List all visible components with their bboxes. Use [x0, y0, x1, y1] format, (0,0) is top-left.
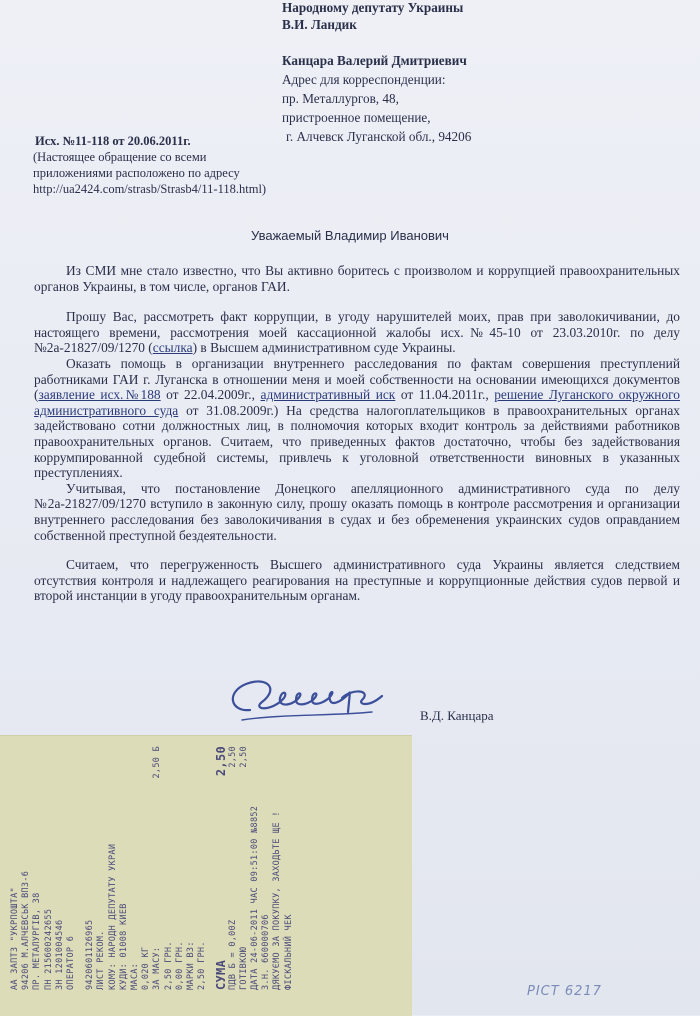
paragraph-5: Считаем, что перегруженность Высшего административного суда Украины является следствием отсутствия контроля и надлежащего реагирования на преступные и коррупционные действия судов первой и второй инстанции в угоду правоохранительным органам. [34, 557, 680, 604]
address-premises: пристроенное помещение, [282, 109, 431, 125]
paragraph-1: Из СМИ мне стало известно, что Вы активно боритесь с произволом и коррупцией правоохранительных органов Украины, в том числе, органов ГАИ. [34, 263, 680, 294]
sender-block [282, 53, 682, 146]
receipt-row [152, 746, 163, 990]
receipt-value: 2,50 [238, 746, 249, 768]
address-street: пр. Металлургов, 48, [282, 90, 399, 106]
receipt-value: 2,50 [227, 746, 238, 768]
receipt-line: ПР. МЕТАЛУРГIВ, 38 [32, 892, 43, 990]
receipt-value: 2,50 Б [152, 746, 163, 779]
receipt-line: 9420601126965 [85, 919, 96, 990]
paragraph-2-text-end: ) в Высшем административном суде Украины. [192, 340, 456, 356]
receipt-line: МАРКИ ВЗ: [186, 941, 197, 990]
receipt-line: 0,00 ГРН. [174, 941, 185, 990]
addressee-name: В.И. Ландик [282, 16, 357, 32]
receipt-line: ЛИСТ РЕКОМ. [96, 930, 107, 990]
receipt-row [239, 746, 250, 990]
paragraph-3-text-c: от 11.04.2011г., [395, 387, 495, 403]
postal-receipt [0, 735, 412, 1016]
paragraph-3-text-d: от 31.08.2009г.) На средства налогоплательщиков в правоохранительных органах задействовано сотни должностных лиц, в полномочия которых входит контроль за действиями работников правоохранительных органов. Считаем, что приведенных фактов достаточно, чтобы без задействования коррумпированной судебной системы, привлечь к уголовной ответственности виновных в указанных преступлениях. [34, 402, 680, 481]
paragraph-3 [34, 356, 680, 481]
link-zayavlenie[interactable]: заявление исх.№188 [38, 387, 161, 403]
receipt-line: З.Н. 660000706 [261, 914, 272, 990]
receipt-line: ПН 215600242655 [43, 908, 54, 990]
receipt-line: ЗН 1201004546 [54, 919, 65, 990]
paragraph-2-text: Прошу Вас, рассмотреть факт коррупции, в угоду нарушителей моих, прав при заволокичивании, до настоящего времени, рассмотрения моей кассационной жалобы исх.№45-10 от 23.03.2010г. по делу №2а-21827/09/1270 ( [34, 309, 680, 356]
receipt-line: ФIСКАЛЬНИЙ ЧЕК [283, 914, 294, 990]
paragraph-2 [34, 309, 680, 356]
paragraph-3-text: Оказать помощь в организации внутреннего расследования по фактам совершения преступлений работниками ГАИ г. Луганска в отношении меня и моей собственности на основании имеющихся документов ( [34, 355, 680, 403]
reference-url: http://ua2424.com/strasb/Strasb4/11-118.html) [33, 182, 267, 196]
sender-address [282, 70, 682, 146]
reference-number: Исх. №11-118 от 20.06.2011г. [35, 134, 191, 148]
addressee-title: Народному депутату Украины [282, 0, 464, 15]
link-admin-isk[interactable]: административный иск [260, 387, 396, 403]
receipt-line: ОПЕРАТОР 6 [66, 935, 77, 990]
receipt-line: 2,50 ГРН. [197, 941, 208, 990]
receipt-line: ДЯКУЄМО ЗА ПОКУПКУ, ЗАХОДЬТЕ ЩЕ ! [272, 811, 283, 990]
signature-icon [222, 662, 392, 732]
receipt-value: 2,50 [214, 746, 229, 777]
receipt-line: 94206 М.АЛЧЕВСЬК ВПЗ-6 [21, 870, 32, 990]
reference-note-1: (Настоящее обращение со всеми [33, 150, 207, 164]
receipt-line: КУДИ: 01008 КИЕВ [118, 903, 129, 990]
salutation: Уважаемый Владимир Иванович [251, 228, 449, 243]
link-reshenie-suda[interactable]: решение Луганского окружного административного суда [34, 387, 680, 418]
address-label: Адрес для корреспонденции: [282, 71, 446, 87]
addressee-block [282, 0, 682, 146]
reference-note-2: приложениями расположено по адресу [33, 166, 240, 180]
receipt-line: КОМУ: НАРОДН ДЕПУТАТУ УКРАИ [107, 843, 118, 990]
reference-block [33, 133, 333, 197]
link-ssylka[interactable]: ссылка [152, 340, 193, 356]
sender-name: Канцара Валерий Дмитриевич [282, 53, 467, 68]
receipt-line: 2,50 ГРН. [163, 941, 174, 990]
receipt-label: ЗА МАСУ: [152, 946, 163, 990]
handwritten-note: РІСТ 6217 [527, 984, 602, 999]
receipt-line: 0,020 КГ [141, 946, 152, 990]
receipt-row [228, 746, 239, 990]
receipt-line: ДАТА 24-06-2011 ЧАС 09:51:00 №8852 [250, 805, 261, 990]
receipt-label: ПДВ Б = 0,00Z [227, 919, 238, 990]
receipt-line: АА ЗАПТЗ "УКРПОШТА" [10, 887, 20, 990]
receipt-label: ГОТIВКОЮ [238, 946, 249, 990]
receipt-line: МАСА: [130, 962, 141, 990]
receipt-label: СУМА [214, 959, 229, 990]
letter-body [34, 263, 680, 604]
signer-name: В.Д. Канцара [420, 708, 494, 723]
receipt-total-row [216, 746, 227, 990]
receipt-text [0, 736, 412, 1016]
address-city: г. Алчевск Луганской обл., 94206 [286, 128, 472, 144]
paragraph-4: Учитывая, что постановление Донецкого апелляционного административного суда по делу №2а-21827/09/1270 вступило в законную силу, прошу оказать помощь в контроле рассмотрения и организации внутреннего расследования без заволокичивания в судах и без обременения украинских судов оправданием собственной преступной бездеятельности. [34, 480, 680, 543]
paragraph-3-text-b: от 22.04.2009г., [160, 387, 261, 403]
